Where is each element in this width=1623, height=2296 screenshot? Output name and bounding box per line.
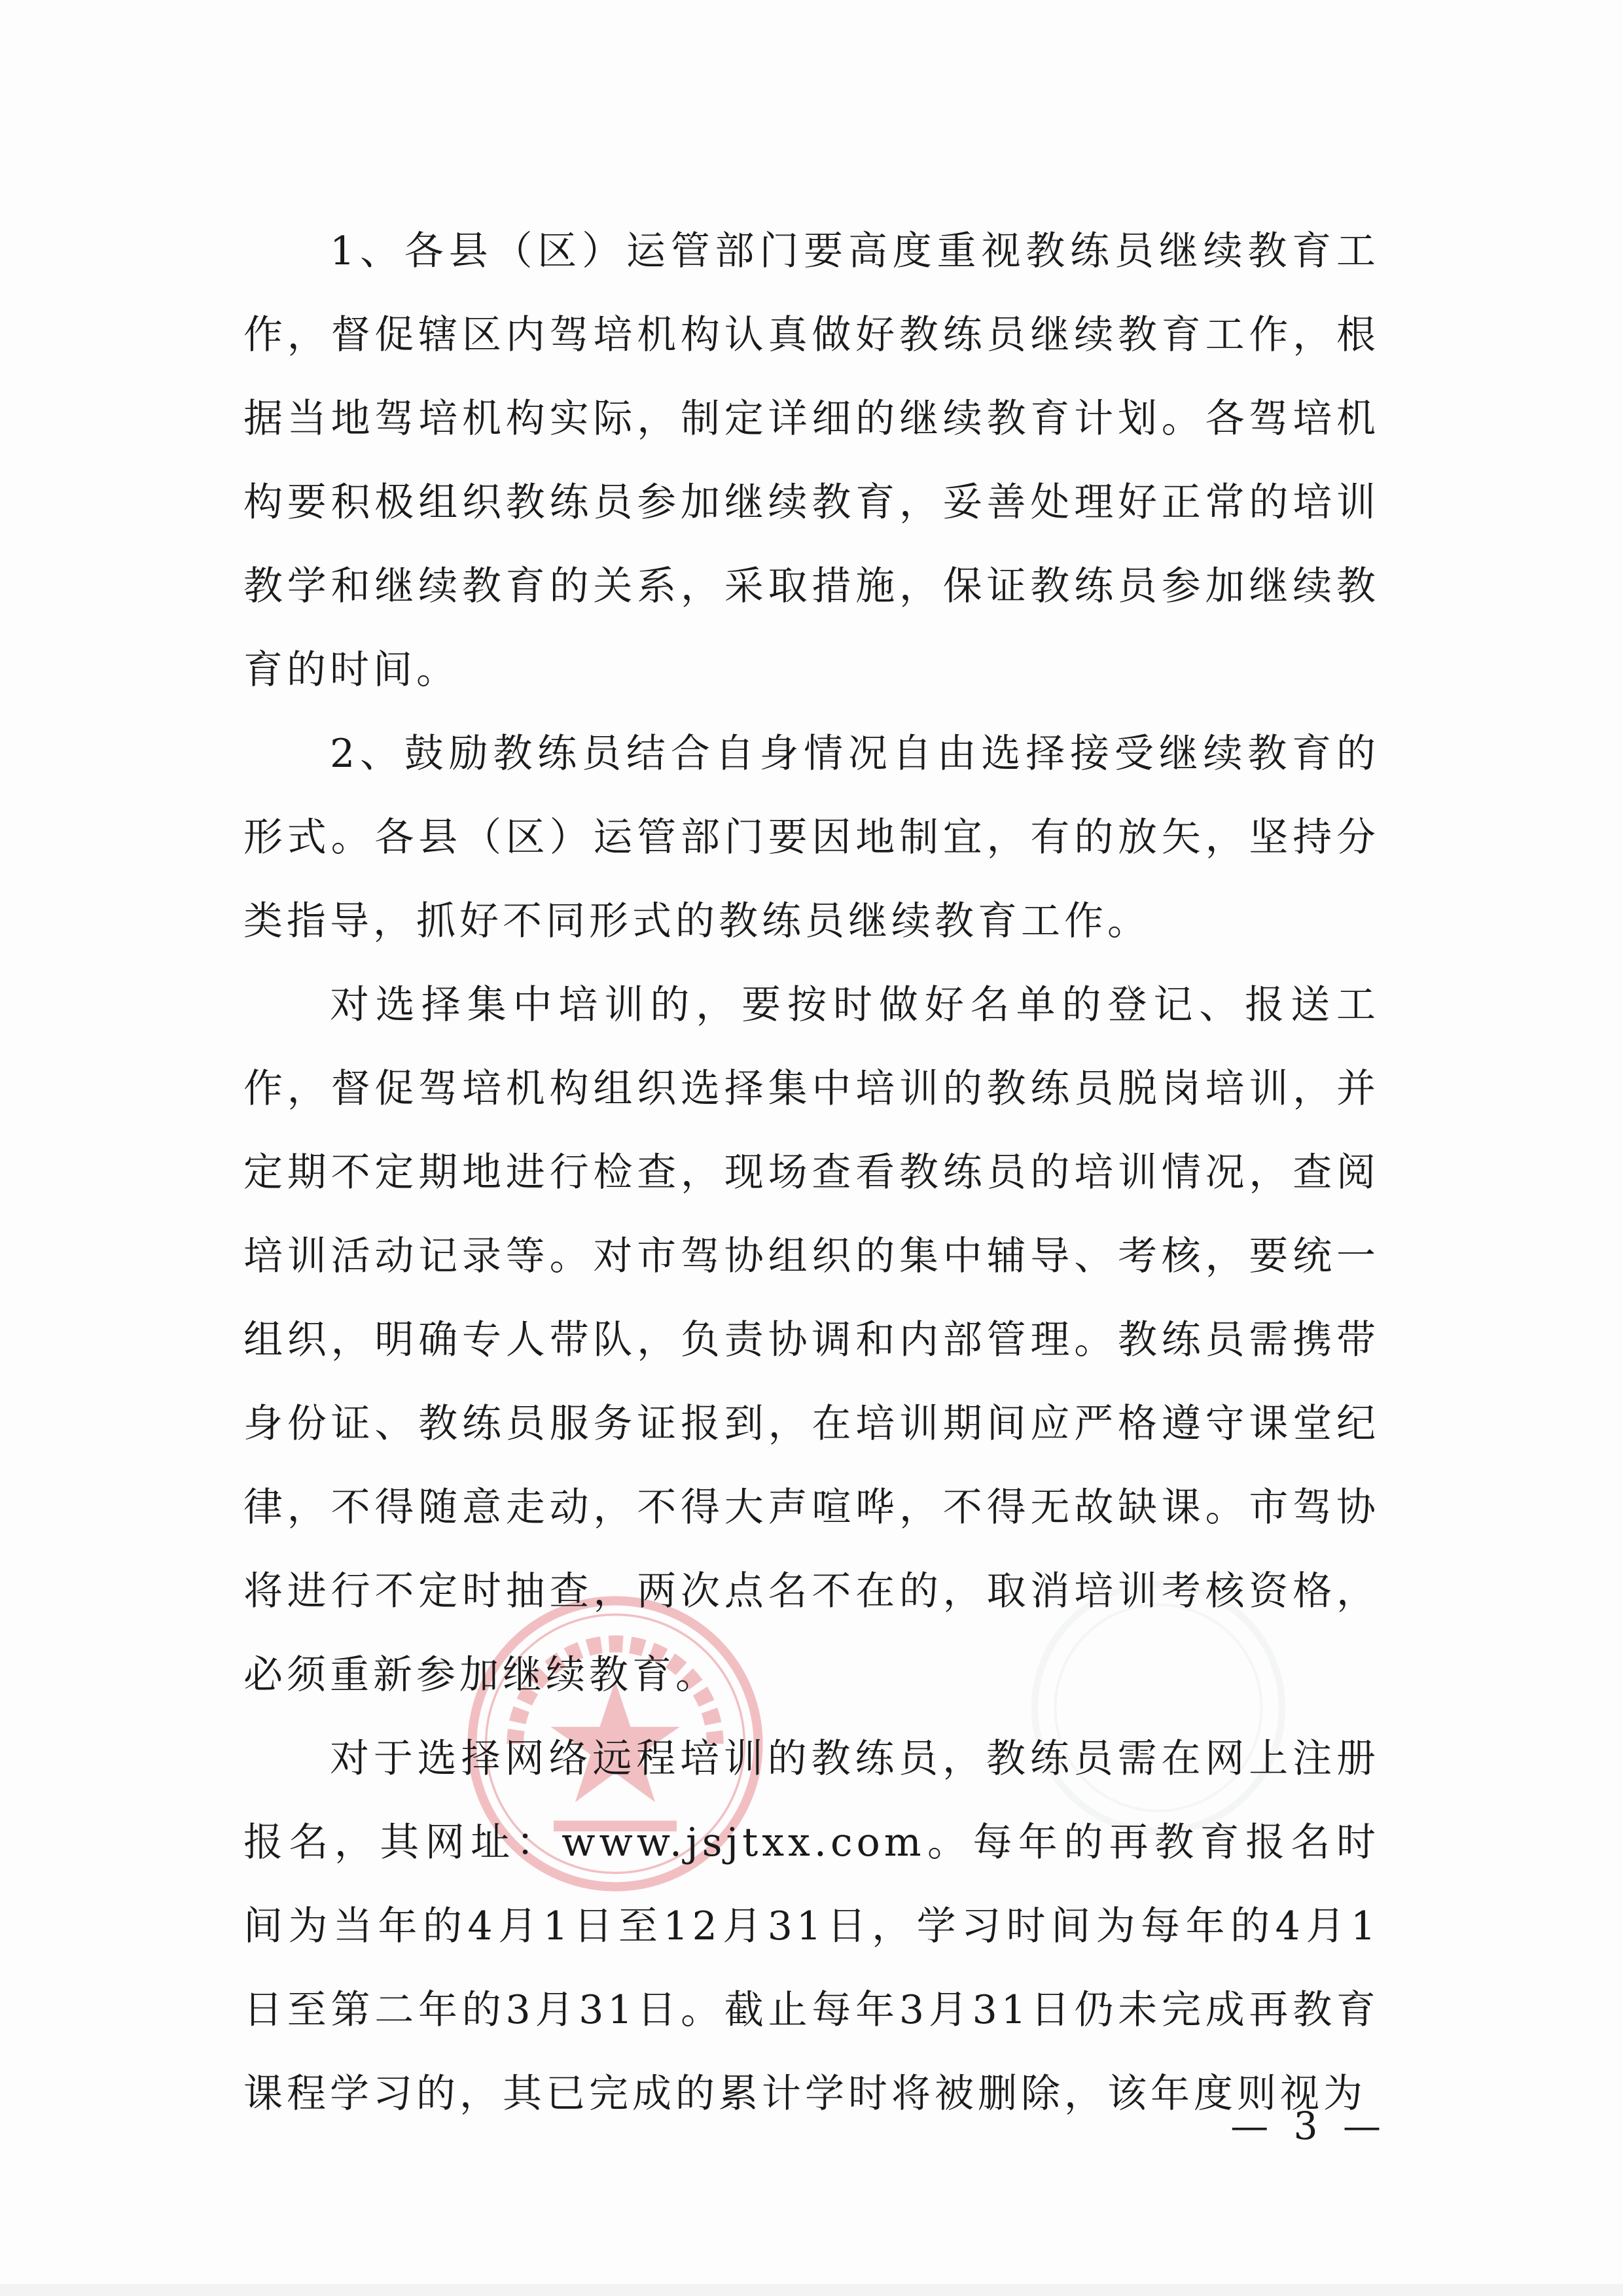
paragraph-3: 对选择集中培训的，要按时做好名单的登记、报送工作，督促驾培机构组织选择集中培训的教练员脱岗培训，并定期不定期地进行检查，现场查看教练员的培训情况，查阅培训活动记录等。对市驾协组织的集中辅导、考核，要统一组织，明确专人带队，负责协调和内部管理。教练员需携带身份证、教练员服务证报到，在培训期间应严格遵守课堂纪律，不得随意走动，不得大声喧哗，不得无故缺课。市驾协将进行不定时抽查，两次点名不在的，取消培训考核资格，必须重新参加继续教育。 bbox=[243, 982, 1380, 1698]
scan-edge bbox=[0, 2284, 1623, 2296]
page-number: — 3 — bbox=[1230, 2104, 1387, 2148]
paragraph-1: 1、各县（区）运管部门要高度重视教练员继续教育工作，督促辖区内驾培机构认真做好教练员继续教育工作，根据当地驾培机构实际，制定详细的继续教育计划。各驾培机构要积极组织教练员参加继续教育，妥善处理好正常的培训教学和继续教育的关系，采取措施，保证教练员参加继续教育的时间。 bbox=[243, 228, 1380, 693]
paragraph-4: 对于选择网络远程培训的教练员，教练员需在网上注册报名，其网址：www.jsjtxx.com。每年的再教育报名时间为当年的4月1日至12月31日，学习时间为每年的4月1日至第二年的3月31日。截止每年3月31日仍未完成再教育课程学习的，其已完成的累计学时将被删除，该年度则视为 bbox=[243, 1736, 1380, 2117]
document-body bbox=[243, 209, 1380, 2136]
paragraph-2: 2、鼓励教练员结合自身情况自由选择接受继续教育的形式。各县（区）运管部门要因地制宜，有的放矢，坚持分类指导，抓好不同形式的教练员继续教育工作。 bbox=[243, 731, 1380, 944]
